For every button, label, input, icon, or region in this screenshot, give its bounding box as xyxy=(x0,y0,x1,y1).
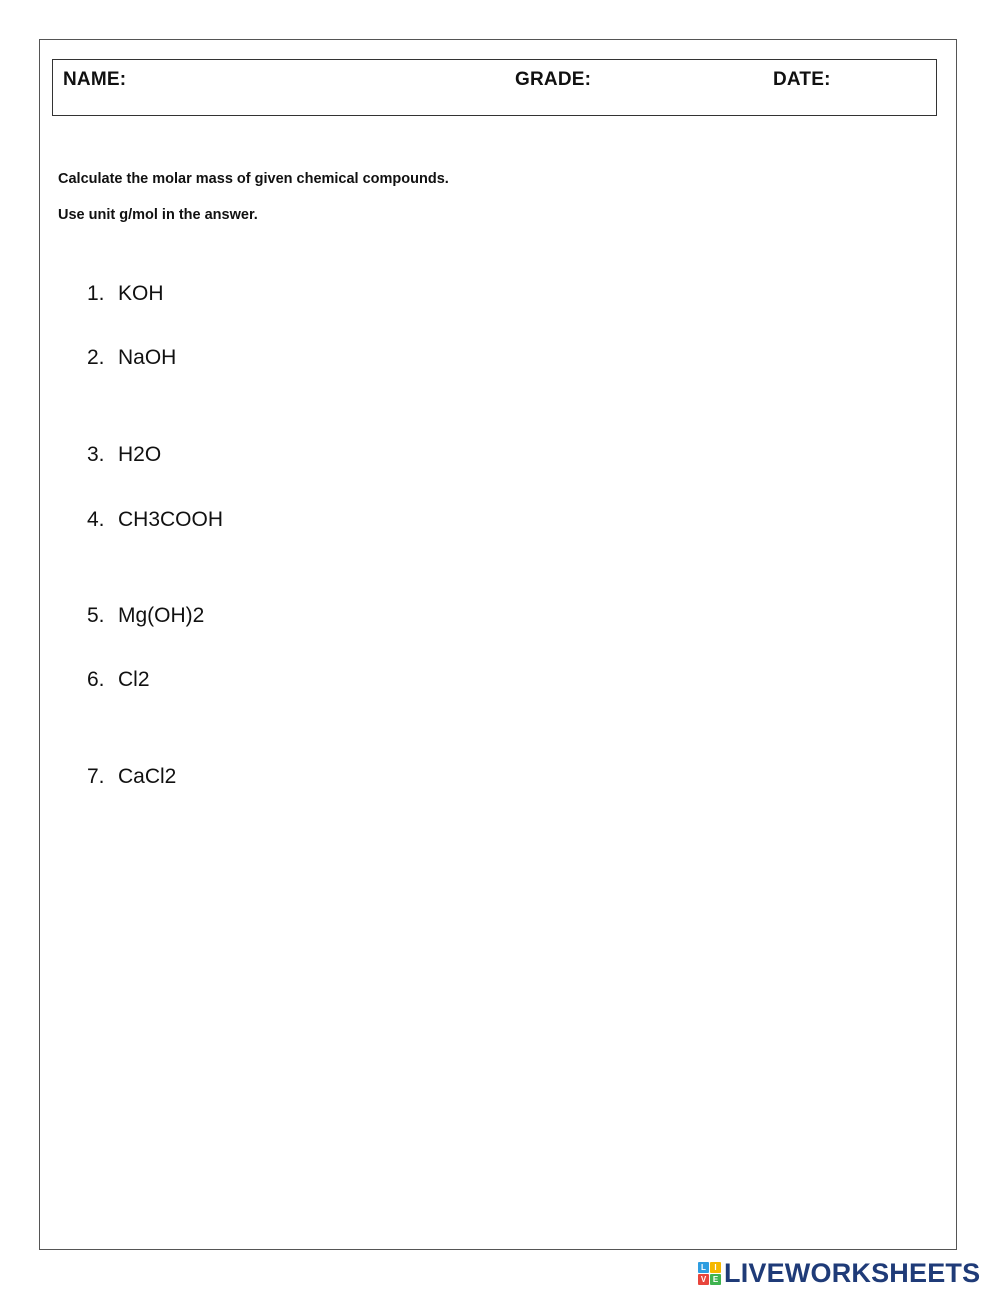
grade-label: GRADE: xyxy=(515,69,592,90)
name-label: NAME: xyxy=(63,69,127,90)
question-item xyxy=(87,668,150,692)
question-item xyxy=(87,282,164,306)
instruction-line-1: Calculate the molar mass of given chemical compounds. xyxy=(58,171,449,187)
question-number: 4. xyxy=(87,508,105,531)
question-number: 5. xyxy=(87,604,105,627)
question-item xyxy=(87,346,176,370)
question-compound: CH3COOH xyxy=(118,508,224,531)
question-compound: NaOH xyxy=(118,346,177,369)
logo-letter-i: I xyxy=(710,1262,721,1273)
question-item xyxy=(87,443,161,467)
question-compound: H2O xyxy=(118,443,162,466)
question-number: 2. xyxy=(87,346,105,369)
question-item xyxy=(87,508,223,532)
question-number: 3. xyxy=(87,443,105,466)
question-number: 7. xyxy=(87,765,105,788)
liveworksheets-brand[interactable] xyxy=(698,1258,980,1289)
question-number: 6. xyxy=(87,668,105,691)
question-compound: KOH xyxy=(118,282,164,305)
instruction-line-2: Use unit g/mol in the answer. xyxy=(58,207,258,223)
date-label: DATE: xyxy=(773,69,831,90)
question-item xyxy=(87,765,176,789)
question-compound: CaCl2 xyxy=(118,765,177,788)
liveworksheets-logo-icon xyxy=(698,1262,721,1285)
logo-letter-e: E xyxy=(710,1274,721,1285)
brand-wordmark: LIVEWORKSHEETS xyxy=(724,1258,981,1288)
logo-letter-l: L xyxy=(698,1262,709,1273)
question-compound: Mg(OH)2 xyxy=(118,604,205,627)
question-number: 1. xyxy=(87,282,105,305)
question-compound: Cl2 xyxy=(118,668,150,691)
question-item xyxy=(87,604,204,628)
logo-letter-v: V xyxy=(698,1274,709,1285)
